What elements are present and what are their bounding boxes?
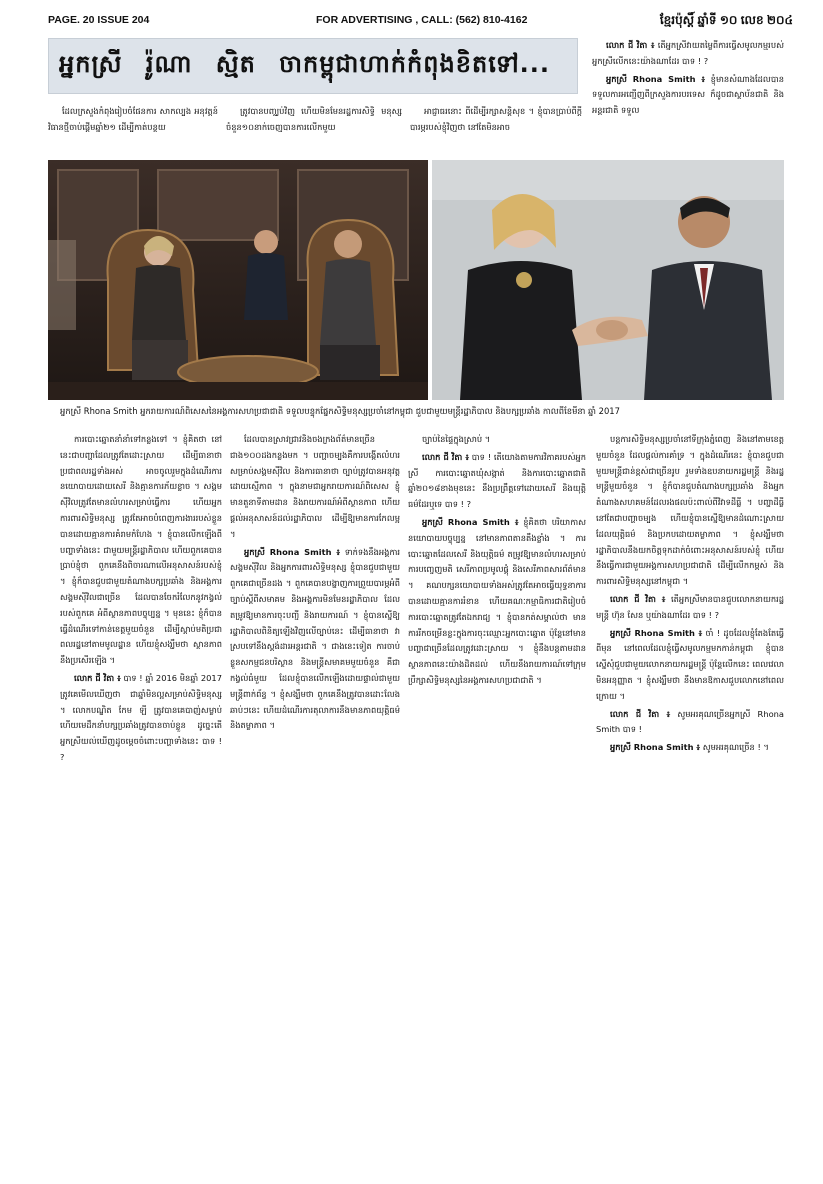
intro-column-3 <box>410 104 582 154</box>
paragraph: អាជ្ញាធរនោះ ពីដើម្បីរក្សាសន្តិសុខ ។ ខ្ញុំបានប្រាប់ពីក្តីបារម្ភរបស់ខ្ញុំវិញថា នៅតែមិនអាច <box>410 106 582 132</box>
meeting-photo <box>48 160 428 400</box>
photo-caption: អ្នកស្រី Rhona Smith អ្នករាយការណ៍ពិសេសនៃអង្គការសហប្រជាជាតិ ទទួលបន្ទុកផ្នែកសិទ្ធិមនុស្សប្រចាំនៅកម្ពុជា ជួបជាមួយមន្រ្តីរដ្ឋាភិបាល និងបក្សប្រឆាំង កាលពីខែមីនា ឆ្នាំ 2017 <box>60 406 620 416</box>
headline: អ្នកស្រី រ៉ូណា ស្មិត ចាកម្ពុជាហាក់កំពុងខិតទៅ... <box>59 50 551 78</box>
body-column-4 <box>596 432 784 1167</box>
paragraph: ដែលក្រសួងកំពុងរៀបចំផែនការ សាកល្បង អនុវត្តន៍វិធានថ្មីចាប់ផ្តើមឆ្នាំ២១ ដើម្បីកាត់បន្ថយ <box>48 106 218 132</box>
body-column-3 <box>408 432 586 1167</box>
speaker-label: លោក ជី វិតា ៖ <box>610 593 666 604</box>
headline-box <box>48 38 578 94</box>
meeting-photo-graphic <box>48 160 428 400</box>
speaker-label: លោក ជី វិតា ៖ <box>610 708 671 719</box>
question-text: តើអ្នកស្រីមានបានជួបលោកនាយករដ្ឋមន្ត្រី ហ៊ុន សែន ឬយ៉ាងណាដែរ បាទ ! ? <box>596 593 784 620</box>
question-text: តើអ្នកស្រីវាយតម្លៃពីការធ្វើសមូលកម្មរបស់អ្នកស្រីលើកនេះយ៉ាងណាដែរ បាទ ! ? <box>592 40 784 66</box>
intro-column-1 <box>48 104 218 154</box>
right-top-column <box>592 38 784 156</box>
answer-text: ខ្ញុំគិតថា បរិយាកាសនយោបាយបច្ចុប្បន្ន នៅមានភាពតានតឹងខ្លាំង ។ ការបោះឆ្នោតដែលសេរី និងយុត្តិធម៌ តម្រូវឱ្យមានលំហរសម្រាប់ការបញ្ចេញមតិ សេរីភាពប្រមូលផ្តុំ និងសេរីភាពសារព័ត៌មាន ។ គណបក្សនយោបាយទាំងអស់ត្រូវតែអាចធ្វើយុទ្ធនាការបានដោយគ្មានការរំខាន ហើយគណៈកម្មាធិការជាតិរៀបចំការបោះឆ្នោតត្រូវតែឯករាជ្យ ។ ខ្ញុំបានកត់សម្គាល់ថា មានការរីកចម្រើនខ្លះក្នុងការចុះឈ្មោះអ្នកបោះឆ្នោត ប៉ុន្តែនៅមានបញ្ហាជាច្រើនដែលត្រូវដោះស្រាយ ។ ខ្ញុំនឹងបន្តតាមដានស្ថានភាពនេះយ៉ាងដិតដល់ ហើយនឹងរាយការណ៍ទៅក្រុមប្រឹក្សាសិទ្ធិមនុស្សនៃអង្គការសហប្រជាជាតិ ។ <box>408 516 586 685</box>
paragraph: ដែលបានស្រាវជ្រាវនិងចងក្រងព័ត៌មានច្រើនជាង១០០ដងកន្លងមក ។ បញ្ហាចម្បងគឺការបង្កើតលំហរសម្រាប់សង្គមស៊ីវិល និងការធានាថា ច្បាប់ត្រូវបានអនុវត្តដោយស្មើភាព ។ ក្នុងនាមជាអ្នករាយការណ៍ពិសេស ខ្ញុំមានតួនាទីតាមដាន និងរាយការណ៍អំពីស្ថានភាព ហើយផ្តល់អនុសាសន៍ដល់រដ្ឋាភិបាល ដើម្បីឱ្យមានការកែលម្អ ។ <box>230 434 400 539</box>
paragraph: ការបោះឆ្នោតនាំនាំទៅកន្លងទៅ ។ ខ្ញុំគិតថា នៅនេះជាបញ្ហាដែលត្រូវតែដោះស្រាយ ដើម្បីធានាថា ប្រជាពលរដ្ឋទាំងអស់ អាចចូលរួមក្នុងដំណើរការនយោបាយដោយសេរី និងគ្មានការភ័យខ្លាច ។ សង្គមស៊ីវិលត្រូវតែមានលំហរសម្រាប់ធ្វើការ ហើយអ្នកការពារសិទ្ធិមនុស្ស ត្រូវតែអាចបំពេញការងាររបស់ខ្លួនបានដោយគ្មានការគំរាមកំហែង ។ ខ្ញុំបានលើកឡើងពីបញ្ហាទាំងនេះ ជាមួយមន្ត្រីរដ្ឋាភិបាល ហើយពួកគេបានប្រាប់ខ្ញុំថា ពួកគេនឹងពិចារណាលើអនុសាសន៍របស់ខ្ញុំ ។ ខ្ញុំក៏បានជួបជាមួយតំណាងបក្សប្រឆាំង និងអង្គការសង្គមស៊ីវិលជាច្រើន ដែលបានចែករំលែកនូវកង្វល់របស់ពួកគេ អំពីស្ថានភាពបច្ចុប្បន្ន ។ មុននេះ ខ្ញុំក៏បានធ្វើដំណើរទៅកាន់ខេត្តមួយចំនួន ដើម្បីស្តាប់មតិប្រជាពលរដ្ឋនៅតាមមូលដ្ឋាន ហើយខ្ញុំសង្ឃឹមថា ស្ថានភាពនឹងប្រសើរឡើង ។ <box>60 434 222 666</box>
answer-text: ទាក់ទងនឹងអង្គការសង្គមស៊ីវិល និងអ្នកការពារសិទ្ធិមនុស្ស ខ្ញុំបានជួបជាមួយពួកគេជាច្រើនដង ។ ពួកគេបានបង្ហាញការព្រួយបារម្ភអំពីច្បាប់ស្តីពីសមាគម និងអង្គការមិនមែនរដ្ឋាភិបាល ដែលតម្រូវឱ្យមានការចុះបញ្ជី និងរាយការណ៍ ។ ខ្ញុំបានស្នើឱ្យរដ្ឋាភិបាលពិនិត្យឡើងវិញលើច្បាប់នេះ ដើម្បីធានាថា វាស្របទៅនឹងស្តង់ដារអន្តរជាតិ ។ ជាងនេះទៀត ការចាប់ខ្លួនសកម្មជនបរិស្ថាន និងមន្ត្រីសមាគមមួយចំនួន គឺជាកង្វល់ធំមួយ ដែលខ្ញុំបានលើកឡើងដោយផ្ទាល់ជាមួយមន្ត្រីពាក់ព័ន្ធ ។ ខ្ញុំសង្ឃឹមថា ពួកគេនឹងត្រូវបានដោះលែងឆាប់ៗនេះ ហើយដំណើរការតុលាការនឹងមានភាពយុត្តិធម៌ និងតម្លាភាព ។ <box>230 546 400 731</box>
speaker-label: អ្នកស្រី Rhona Smith ៖ <box>244 546 341 557</box>
answer-text: សូមអរគុណច្រើន ! ។ <box>702 742 769 753</box>
question-text: សូមអរគុណច្រើនអ្នកស្រី Rhona Smith បាទ ! <box>596 708 784 735</box>
paragraph: បន្តការសិទ្ធិមនុស្សប្រចាំនៅទីក្រុងភ្នំពេញ និងនៅតាមខេត្តមួយចំនួន ដែលផ្តល់ការគាំទ្រ ។ ក្នុងដំណើរនេះ ខ្ញុំបានជួបជាមួយមន្ត្រីជាន់ខ្ពស់ជាច្រើនរូប រួមទាំងឧបនាយករដ្ឋមន្ត្រី និងរដ្ឋមន្ត្រីមួយចំនួន ។ ខ្ញុំក៏បានជួបតំណាងបក្សប្រឆាំង និងអ្នកតំណាងសហគមន៍ដែលរងផលប៉ះពាល់ពីវិវាទដីធ្លី ។ បញ្ហាដីធ្លីនៅតែជាបញ្ហាចម្បង ហើយខ្ញុំបានស្នើឱ្យមានដំណោះស្រាយដែលយុត្តិធម៌ និងប្រកបដោយតម្លាភាព ។ ខ្ញុំសង្ឃឹមថា រដ្ឋាភិបាលនឹងយកចិត្តទុកដាក់ចំពោះអនុសាសន៍របស់ខ្ញុំ ហើយនឹងធ្វើការជាមួយអង្គការសហប្រជាជាតិ ដើម្បីលើកកម្ពស់ និងការពារសិទ្ធិមនុស្សនៅកម្ពុជា ។ <box>596 434 784 587</box>
speaker-label: លោក ជី វិតា ៖ <box>606 40 655 50</box>
paragraph: ច្បាប់នៃផ្ទៃក្នុងស្រាប់ ។ <box>422 434 491 444</box>
speaker-label: អ្នកស្រី Rhona Smith ៖ <box>610 627 703 638</box>
advertising-line: FOR ADVERTISING , CALL: (562) 810-4162 <box>316 14 528 26</box>
page-issue: PAGE. 20 ISSUE 204 <box>48 14 150 26</box>
speaker-label: អ្នកស្រី Rhona Smith ៖ <box>610 742 701 753</box>
speaker-label: លោក ជី វិតា ៖ <box>74 672 121 683</box>
handshake-photo <box>432 160 784 400</box>
intro-column-2 <box>226 104 402 154</box>
issue-date: ខ្មែរប៉ុស្តិ៍ ឆ្នាំទី ១០ លេខ ២០៤ <box>659 13 793 27</box>
speaker-label: អ្នកស្រី Rhona Smith ៖ <box>422 516 519 527</box>
page-header <box>48 12 793 30</box>
handshake-photo-graphic <box>432 160 784 400</box>
speaker-label: លោក ជី វិតា ៖ <box>422 451 469 462</box>
question-text: បាទ ! ឆ្នាំ 2016 មិនឆ្នាំ 2017 ត្រូវគេមើលឃើញថា ជាឆ្នាំមិនល្អសម្រាប់សិទ្ធិមនុស្ស ។ លោកបណ្ឌិត កែម ឡី ត្រូវបានគេបាញ់សម្លាប់ ហើយមេដឹកនាំបក្សប្រឆាំងត្រូវបានចាប់ខ្លួន ដូច្នេះតើអ្នកស្រីយល់ឃើញដូចម្តេចចំពោះបញ្ហាទាំងនេះ បាទ ! ? <box>60 672 222 762</box>
body-column-1 <box>60 432 222 1167</box>
question-text: បាទ ! តើយោងតាមការវិភាគរបស់អ្នកស្រី ការបោះឆ្នោតឃុំសង្កាត់ និងការបោះឆ្នោតជាតិឆ្នាំ២០១៨ខាងមុខនេះ នឹងប្រព្រឹត្តទៅដោយសេរី និងយុត្តិធម៌ដែរឬទេ បាទ ! ? <box>408 451 586 510</box>
answer-text: ចាំ ! ដូចដែលខ្ញុំតែងតែធ្វើពីមុន នៅពេលដែលខ្ញុំធ្វើសមូលកម្មមកកាន់កម្ពុជា ខ្ញុំបានស្នើសុំជួបជាមួយលោកនាយករដ្ឋមន្ត្រី ប៉ុន្តែលើកនេះ ពេលវេលាមិនអនុញ្ញាត ។ ខ្ញុំសង្ឃឹមថា នឹងមានឱកាសជួបលោកនៅពេលក្រោយ ។ <box>596 627 784 701</box>
body-column-2 <box>230 432 400 1167</box>
paragraph: ត្រូវបានបញ្ឈប់វិញ ហើយមិនមែនរដ្ឋការសិទ្ធិ មនុស្ស ចំនួន១០នាក់ចេញបានការលើកមួយ <box>226 106 402 132</box>
speaker-label: អ្នកស្រី Rhona Smith ៖ <box>606 73 706 84</box>
answer-text: ខ្ញុំមានសំណាងដែលបានទទួលការអញ្ជើញពីក្រសួងការបរទេស ក៏ដូចជាស្ថាប័នជាតិ និងអន្តរជាតិ ទទួល <box>592 73 784 116</box>
